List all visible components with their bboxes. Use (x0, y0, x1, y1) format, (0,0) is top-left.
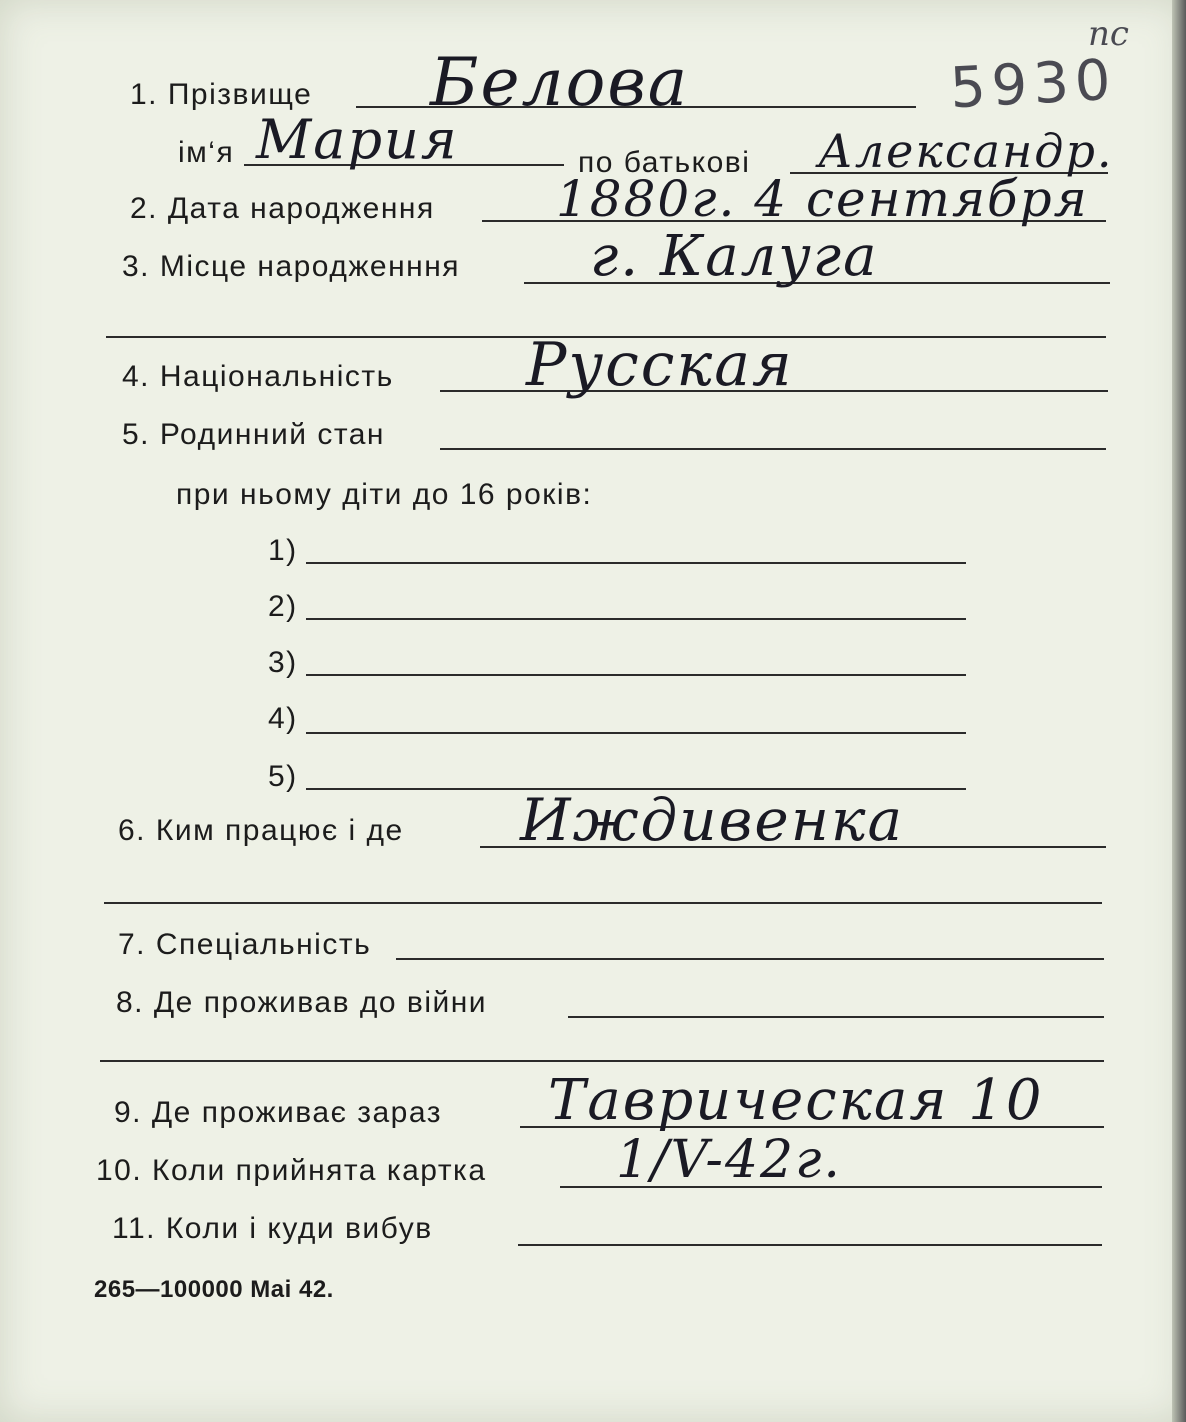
name-value: Мария (256, 108, 459, 171)
print-code: 265—100000 Mai 42. (94, 1276, 334, 1303)
birth-place-value: г. Калуга (590, 224, 879, 289)
name-label: ім‘я (178, 136, 235, 169)
departure-line (518, 1244, 1102, 1246)
current-residence-value: Таврическая 10 (548, 1068, 1044, 1133)
child-3-label: 3) (268, 646, 298, 679)
birth-date-label: 2. Дата народження (130, 192, 435, 225)
occupation-line-2 (104, 902, 1102, 904)
patronymic-value: Александр. (818, 124, 1114, 178)
birth-place-label: 3. Місце народженння (122, 250, 461, 283)
children-header: при ньому діти до 16 років: (176, 478, 593, 511)
prewar-residence-label: 8. Де проживав до війни (116, 986, 488, 1019)
prewar-residence-line (568, 1016, 1104, 1018)
departure-label: 11. Коли і куди вибув (112, 1212, 433, 1245)
prewar-residence-line-2 (100, 1060, 1104, 1062)
occupation-value: Иждивенка (520, 786, 905, 854)
child-4-label: 4) (268, 702, 298, 735)
current-residence-label: 9. Де проживає зараз (114, 1096, 442, 1129)
marital-status-line (440, 448, 1106, 450)
child-3-line (306, 674, 966, 676)
nationality-label: 4. Національність (122, 360, 394, 393)
page-edge (1172, 0, 1186, 1422)
marital-status-label: 5. Родинний стан (122, 418, 385, 451)
specialty-line (396, 958, 1104, 960)
card-number: 5930 (948, 47, 1119, 122)
card-accepted-value: 1/V-42г. (616, 1130, 842, 1190)
child-1-line (306, 562, 966, 564)
occupation-label: 6. Ким працює і де (118, 814, 404, 847)
nationality-value: Русская (526, 330, 794, 400)
patronymic-label: по батькові (578, 146, 751, 179)
child-4-line (306, 732, 966, 734)
birth-date-value: 1880г. 4 сентября (556, 170, 1089, 228)
specialty-label: 7. Спеціальність (118, 928, 372, 961)
child-2-label: 2) (268, 590, 298, 623)
child-1-label: 1) (268, 534, 298, 567)
surname-label: 1. Прізвище (130, 78, 313, 111)
child-5-label: 5) (268, 760, 298, 793)
surname-value: Белова (430, 44, 690, 121)
card-accepted-label: 10. Коли прийнята картка (96, 1154, 487, 1187)
corner-mark: пс (1088, 14, 1129, 54)
child-2-line (306, 618, 966, 620)
